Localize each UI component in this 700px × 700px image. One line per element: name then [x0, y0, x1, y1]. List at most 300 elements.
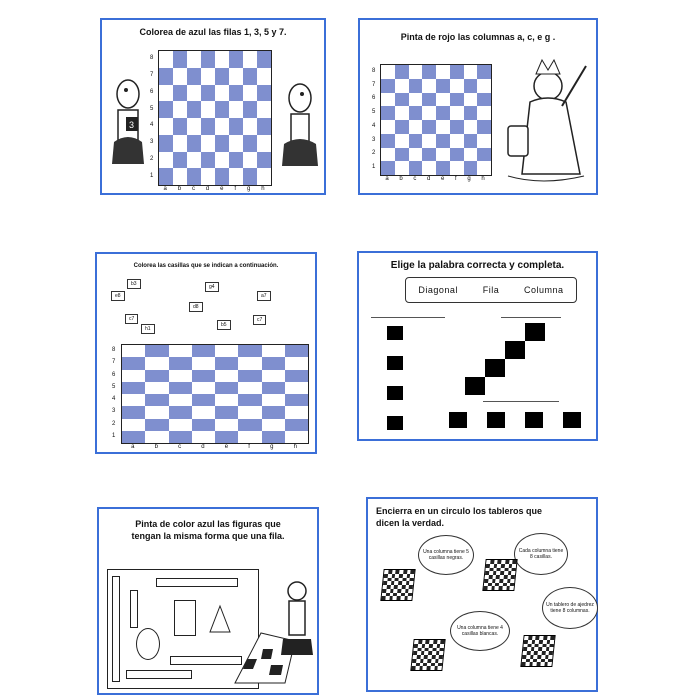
board-square[interactable] — [436, 120, 450, 134]
board-square[interactable] — [285, 419, 308, 431]
mini-chessboard[interactable] — [520, 635, 555, 667]
board-square[interactable] — [477, 65, 491, 79]
board-square[interactable] — [409, 134, 423, 148]
chess-knight-illustration-left — [108, 72, 148, 172]
file-label: d — [205, 186, 210, 192]
card-title: Encierra en un circulo los tableros que dicen la verdad. — [376, 506, 543, 529]
board-square[interactable] — [422, 65, 436, 79]
chess-king-painting-illustration — [502, 46, 594, 191]
board-square[interactable] — [192, 345, 215, 357]
board-square[interactable] — [395, 148, 409, 162]
board-square[interactable] — [381, 161, 395, 175]
diagonal-square — [465, 377, 485, 395]
square-chip: b5 — [217, 320, 231, 330]
board-square[interactable] — [409, 93, 423, 107]
rank-label: 8 — [372, 67, 376, 74]
file-label: e — [440, 176, 445, 182]
rank-label: 1 — [372, 164, 376, 171]
board-square[interactable] — [477, 148, 491, 162]
board-square[interactable] — [187, 168, 201, 185]
board-square[interactable] — [192, 382, 215, 394]
board-square[interactable] — [395, 65, 409, 79]
board-square[interactable] — [169, 345, 192, 357]
board-square[interactable] — [187, 152, 201, 169]
board-square[interactable] — [464, 134, 478, 148]
rank-label: 8 — [150, 55, 154, 62]
board-square[interactable] — [159, 118, 173, 135]
svg-text:3: 3 — [129, 120, 135, 130]
board-square[interactable] — [257, 51, 271, 68]
board-square[interactable] — [243, 101, 257, 118]
board-square[interactable] — [122, 394, 145, 406]
file-label: b — [399, 176, 403, 182]
board-square[interactable] — [257, 168, 271, 185]
board-square[interactable] — [159, 101, 173, 118]
board-square[interactable] — [169, 406, 192, 418]
board-square[interactable] — [464, 148, 478, 162]
board-square[interactable] — [477, 161, 491, 175]
board-square[interactable] — [262, 394, 285, 406]
board-square[interactable] — [215, 101, 229, 118]
board-square[interactable] — [215, 370, 238, 382]
file-label: c — [178, 444, 182, 450]
board-square[interactable] — [192, 406, 215, 418]
board-square[interactable] — [422, 161, 436, 175]
answer-line-row — [483, 401, 559, 402]
board-square[interactable] — [262, 431, 285, 443]
exercise-card-rows — [100, 18, 326, 195]
board-square[interactable] — [477, 106, 491, 120]
square-chip: d8 — [189, 302, 203, 312]
file-label: f — [234, 186, 237, 192]
file-label: c — [191, 186, 195, 192]
square-chip: c7 — [125, 314, 138, 324]
board-square[interactable] — [422, 134, 436, 148]
square-chip: a7 — [257, 291, 271, 301]
file-label: f — [248, 444, 250, 450]
board-square[interactable] — [145, 345, 168, 357]
board-square[interactable] — [257, 152, 271, 169]
board-square[interactable] — [229, 101, 243, 118]
file-label: a — [163, 186, 167, 192]
board-square[interactable] — [159, 152, 173, 169]
row-square — [525, 412, 543, 428]
board-square[interactable] — [122, 406, 145, 418]
chessboard[interactable] — [158, 50, 272, 186]
board-square[interactable] — [422, 93, 436, 107]
board-square[interactable] — [464, 161, 478, 175]
chess-piece-figure-illustration — [277, 579, 317, 659]
square-chip: b3 — [127, 279, 141, 289]
file-label: e — [220, 186, 224, 192]
file-label: h — [261, 186, 265, 192]
speech-bubble: Cada columna tiene 8 casillas. — [514, 533, 568, 575]
board-square[interactable] — [215, 357, 238, 369]
board-square[interactable] — [422, 79, 436, 93]
mini-chessboard[interactable] — [380, 569, 415, 601]
column-square — [387, 416, 403, 430]
board-square[interactable] — [159, 168, 173, 185]
answer-line-column — [371, 317, 445, 318]
board-square[interactable] — [229, 68, 243, 85]
board-square[interactable] — [450, 93, 464, 107]
speech-bubble: Una columna tiene 4 casillas blancas. — [450, 611, 510, 651]
board-square[interactable] — [238, 345, 261, 357]
board-square[interactable] — [192, 419, 215, 431]
board-square[interactable] — [169, 382, 192, 394]
board-square[interactable] — [215, 51, 229, 68]
chessboard[interactable] — [380, 64, 492, 176]
board-square[interactable] — [243, 118, 257, 135]
board-square[interactable] — [381, 120, 395, 134]
board-square[interactable] — [243, 135, 257, 152]
board-square[interactable] — [187, 118, 201, 135]
file-label: h — [481, 176, 485, 182]
board-square[interactable] — [122, 357, 145, 369]
board-square[interactable] — [215, 382, 238, 394]
board-square[interactable] — [169, 357, 192, 369]
mini-square — [548, 662, 552, 666]
card-title: Colorea de azul las filas 1, 3, 5 y 7. — [139, 27, 287, 37]
board-square[interactable] — [122, 419, 145, 431]
board-square[interactable] — [422, 148, 436, 162]
board-square[interactable] — [243, 68, 257, 85]
file-labels — [380, 176, 490, 182]
board-square[interactable] — [159, 85, 173, 102]
rank-labels — [112, 344, 115, 442]
board-square[interactable] — [381, 134, 395, 148]
rank-label: 6 — [372, 95, 376, 102]
board-square[interactable] — [436, 65, 450, 79]
board-square[interactable] — [436, 79, 450, 93]
rank-label: 2 — [372, 150, 376, 157]
board-square[interactable] — [436, 161, 450, 175]
board-square[interactable] — [436, 106, 450, 120]
board-square[interactable] — [285, 345, 308, 357]
board-square[interactable] — [215, 419, 238, 431]
board-square[interactable] — [381, 79, 395, 93]
board-square[interactable] — [169, 419, 192, 431]
board-square[interactable] — [173, 135, 187, 152]
board-square[interactable] — [395, 161, 409, 175]
board-square[interactable] — [145, 370, 168, 382]
board-square[interactable] — [262, 370, 285, 382]
board-square[interactable] — [238, 394, 261, 406]
file-label: d — [201, 444, 205, 450]
board-square[interactable] — [215, 431, 238, 443]
board-square[interactable] — [145, 382, 168, 394]
diagonal-square — [485, 359, 505, 377]
board-square[interactable] — [409, 65, 423, 79]
board-square[interactable] — [201, 101, 215, 118]
board-square[interactable] — [187, 85, 201, 102]
rank-label: 3 — [150, 139, 154, 146]
mini-chessboard[interactable] — [482, 559, 517, 591]
column-square — [387, 356, 403, 370]
board-square[interactable] — [262, 406, 285, 418]
board-square[interactable] — [192, 394, 215, 406]
board-square[interactable] — [229, 168, 243, 185]
board-square[interactable] — [173, 101, 187, 118]
rank-label: 2 — [112, 420, 116, 427]
board-square[interactable] — [169, 394, 192, 406]
board-square[interactable] — [409, 161, 423, 175]
board-square[interactable] — [450, 120, 464, 134]
board-square[interactable] — [215, 394, 238, 406]
word-diagonal[interactable]: Diagonal — [418, 285, 458, 295]
board-square[interactable] — [285, 370, 308, 382]
mini-chessboard[interactable] — [410, 639, 445, 671]
speech-bubble: Una columna tiene 5 casillas negras. — [418, 535, 474, 575]
board-square[interactable] — [395, 93, 409, 107]
rank-label: 4 — [150, 122, 154, 129]
board-square[interactable] — [381, 65, 395, 79]
board-square[interactable] — [409, 106, 423, 120]
rank-labels — [372, 64, 375, 174]
chess-pawn-illustration-right — [280, 76, 320, 172]
board-square[interactable] — [229, 118, 243, 135]
shape-horizontal-bottom — [126, 670, 192, 679]
board-square[interactable] — [243, 152, 257, 169]
board-square[interactable] — [201, 135, 215, 152]
board-square[interactable] — [257, 68, 271, 85]
rank-label: 6 — [112, 371, 116, 378]
board-square[interactable] — [145, 357, 168, 369]
board-square[interactable] — [201, 68, 215, 85]
rank-label: 5 — [372, 109, 376, 116]
board-square[interactable] — [243, 51, 257, 68]
column-square — [387, 386, 403, 400]
board-square[interactable] — [285, 382, 308, 394]
rank-label: 2 — [150, 155, 154, 162]
board-square[interactable] — [192, 370, 215, 382]
board-square[interactable] — [285, 406, 308, 418]
row-square — [487, 412, 505, 428]
board-square[interactable] — [215, 135, 229, 152]
board-square[interactable] — [395, 79, 409, 93]
board-square[interactable] — [262, 382, 285, 394]
board-square[interactable] — [238, 431, 261, 443]
card-title: Colorea las casillas que se indican a continuación. — [133, 263, 279, 269]
square-chip: e8 — [111, 291, 125, 301]
file-label: g — [467, 176, 471, 182]
file-label: e — [224, 444, 229, 450]
board-square[interactable] — [243, 85, 257, 102]
shape-rectangle — [174, 600, 196, 636]
board-square[interactable] — [201, 85, 215, 102]
board-square[interactable] — [450, 161, 464, 175]
shape-oval — [136, 628, 160, 660]
square-chip: g4 — [205, 282, 219, 292]
board-square[interactable] — [450, 79, 464, 93]
board-square[interactable] — [229, 85, 243, 102]
board-square[interactable] — [238, 406, 261, 418]
file-label: h — [293, 444, 297, 450]
board-square[interactable] — [201, 152, 215, 169]
file-labels — [121, 444, 307, 450]
board-square[interactable] — [477, 79, 491, 93]
exercise-card-words — [357, 251, 598, 441]
board-square[interactable] — [285, 431, 308, 443]
board-square[interactable] — [422, 120, 436, 134]
board-square[interactable] — [257, 135, 271, 152]
board-square[interactable] — [145, 419, 168, 431]
shape-long-horizontal — [156, 578, 238, 587]
board-square[interactable] — [173, 68, 187, 85]
board-square[interactable] — [215, 118, 229, 135]
rank-label: 4 — [372, 122, 376, 129]
board-square[interactable] — [192, 357, 215, 369]
board-square[interactable] — [122, 370, 145, 382]
file-label: b — [177, 186, 182, 192]
board-square[interactable] — [215, 168, 229, 185]
speech-bubble: Un tablero de ajedrez tiene 8 columnas. — [542, 587, 598, 629]
board-square[interactable] — [229, 135, 243, 152]
board-square[interactable] — [187, 51, 201, 68]
board-square[interactable] — [122, 345, 145, 357]
board-square[interactable] — [215, 406, 238, 418]
board-square[interactable] — [257, 118, 271, 135]
board-square[interactable] — [381, 93, 395, 107]
diagonal-square — [505, 341, 525, 359]
board-square[interactable] — [169, 370, 192, 382]
row-square — [449, 412, 467, 428]
board-square[interactable] — [215, 152, 229, 169]
board-square[interactable] — [381, 106, 395, 120]
board-square[interactable] — [145, 431, 168, 443]
board-square[interactable] — [422, 106, 436, 120]
board-square[interactable] — [257, 101, 271, 118]
file-label: g — [246, 186, 251, 192]
board-square[interactable] — [215, 345, 238, 357]
board-square[interactable] — [464, 106, 478, 120]
board-square[interactable] — [159, 68, 173, 85]
board-square[interactable] — [464, 65, 478, 79]
board-square[interactable] — [436, 134, 450, 148]
board-square[interactable] — [450, 65, 464, 79]
board-square[interactable] — [215, 85, 229, 102]
board-square[interactable] — [262, 357, 285, 369]
board-square[interactable] — [122, 431, 145, 443]
word-bank — [405, 277, 577, 303]
board-square[interactable] — [173, 118, 187, 135]
board-square[interactable] — [159, 51, 173, 68]
board-square[interactable] — [257, 85, 271, 102]
word-fila[interactable]: Fila — [482, 285, 500, 295]
shape-triangle — [208, 604, 232, 634]
board-square[interactable] — [122, 382, 145, 394]
board-square[interactable] — [215, 68, 229, 85]
exercise-card-shapes — [97, 507, 319, 695]
board-square[interactable] — [192, 431, 215, 443]
file-label: c — [413, 176, 417, 182]
board-square[interactable] — [159, 135, 173, 152]
mini-square — [438, 666, 442, 670]
board-square[interactable] — [145, 406, 168, 418]
row-square — [563, 412, 581, 428]
file-label: a — [385, 176, 389, 182]
board-square[interactable] — [395, 134, 409, 148]
card-title: Pinta de rojo las columnas a, c, e g . — [400, 32, 556, 42]
board-square[interactable] — [173, 85, 187, 102]
rank-label: 5 — [112, 383, 116, 390]
board-square[interactable] — [238, 357, 261, 369]
board-square[interactable] — [477, 134, 491, 148]
board-square[interactable] — [201, 118, 215, 135]
exercise-card-squares — [95, 252, 317, 454]
rank-label: 6 — [150, 88, 154, 95]
board-square[interactable] — [464, 120, 478, 134]
board-square[interactable] — [285, 357, 308, 369]
board-square[interactable] — [173, 51, 187, 68]
board-square[interactable] — [395, 120, 409, 134]
board-square[interactable] — [395, 106, 409, 120]
file-label: f — [454, 176, 457, 182]
mini-square — [408, 596, 412, 600]
square-chip: h1 — [141, 324, 155, 334]
board-square[interactable] — [262, 345, 285, 357]
board-square[interactable] — [409, 120, 423, 134]
board-square[interactable] — [243, 168, 257, 185]
board-square[interactable] — [229, 51, 243, 68]
board-square[interactable] — [229, 152, 243, 169]
board-square[interactable] — [173, 168, 187, 185]
board-square[interactable] — [238, 419, 261, 431]
board-square[interactable] — [477, 93, 491, 107]
board-square[interactable] — [145, 394, 168, 406]
board-square[interactable] — [173, 152, 187, 169]
board-square[interactable] — [464, 93, 478, 107]
file-label: g — [270, 444, 274, 450]
board-square[interactable] — [285, 394, 308, 406]
exercise-card-true-boards — [366, 497, 598, 692]
board-square[interactable] — [450, 134, 464, 148]
board-square[interactable] — [238, 370, 261, 382]
shape-vertical-thin — [130, 590, 138, 628]
rank-label: 7 — [112, 359, 116, 366]
board-square[interactable] — [436, 148, 450, 162]
board-square[interactable] — [450, 106, 464, 120]
board-square[interactable] — [201, 168, 215, 185]
board-square[interactable] — [262, 419, 285, 431]
board-square[interactable] — [381, 148, 395, 162]
rank-label: 7 — [150, 72, 154, 79]
board-square[interactable] — [187, 68, 201, 85]
board-square[interactable] — [436, 93, 450, 107]
rank-label: 4 — [112, 396, 116, 403]
diagonal-square — [525, 323, 545, 341]
board-square[interactable] — [169, 431, 192, 443]
answer-line-diagonal — [501, 317, 561, 318]
file-label: d — [426, 176, 431, 182]
rank-label: 1 — [150, 172, 154, 179]
chessboard[interactable] — [121, 344, 309, 444]
board-square[interactable] — [409, 148, 423, 162]
rank-labels — [150, 50, 153, 184]
file-label: b — [154, 444, 158, 450]
board-square[interactable] — [201, 51, 215, 68]
card-title: Pinta de color azul las figuras que tengan la misma forma que una fila. — [131, 519, 285, 542]
rank-label: 3 — [112, 408, 116, 415]
board-square[interactable] — [238, 382, 261, 394]
word-columna[interactable]: Columna — [524, 285, 564, 295]
board-square[interactable] — [409, 79, 423, 93]
board-square[interactable] — [464, 79, 478, 93]
board-square[interactable] — [477, 120, 491, 134]
board-square[interactable] — [187, 101, 201, 118]
board-square[interactable] — [187, 135, 201, 152]
board-square[interactable] — [450, 148, 464, 162]
